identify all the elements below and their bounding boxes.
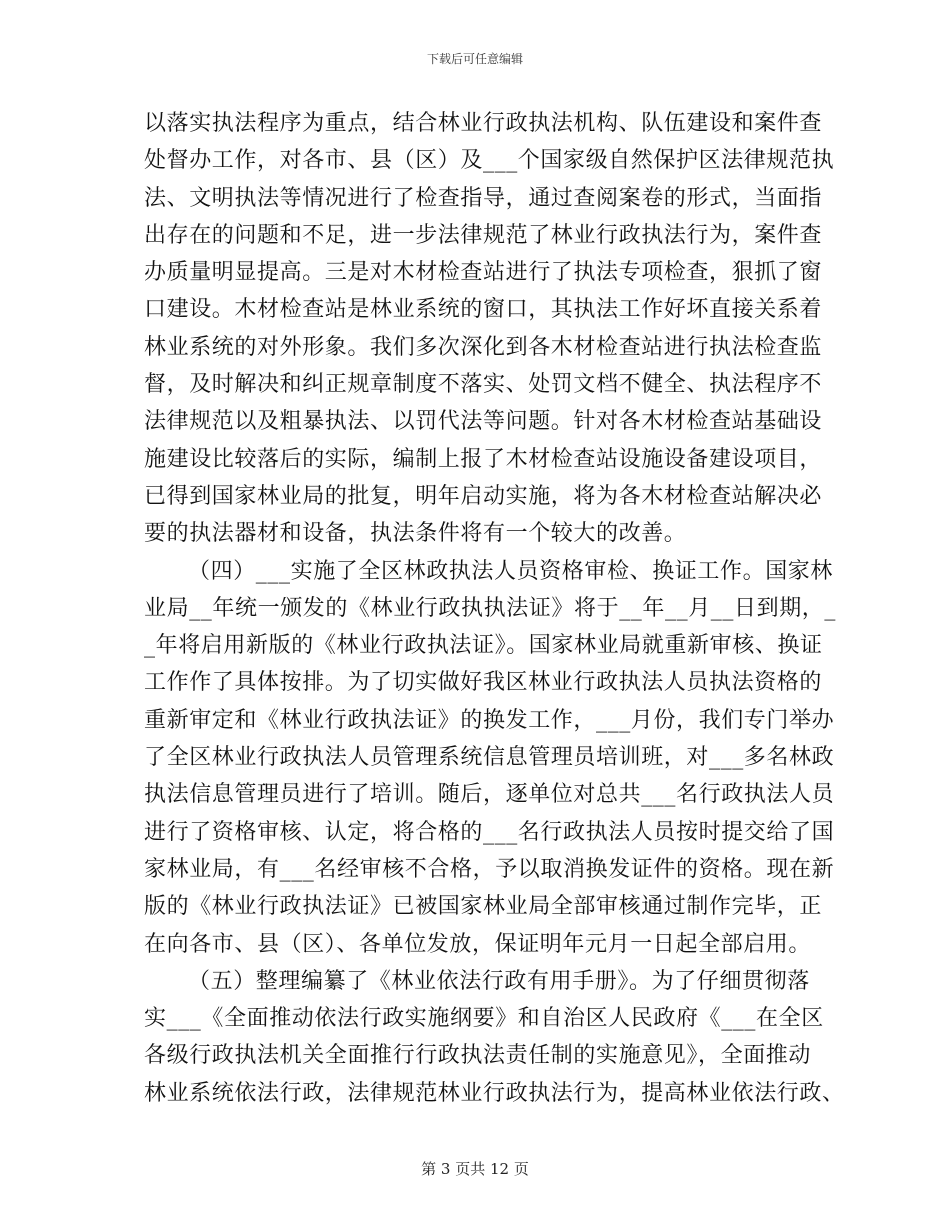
body-text <box>144 105 845 1112</box>
text-line: 了全区林业行政执法人员管理系统信息管理员培训班，对___多名林政 <box>144 745 835 771</box>
text-line: 版的《林业行政执法证》已被国家林业局全部审核通过制作完毕，正 <box>144 894 823 920</box>
text-line: 在向各市、县（区）、各单位发放，保证明年元月一日起全部启用。 <box>144 931 812 957</box>
text-line: 口建设。木材检查站是林业系统的窗口，其执法工作好坏直接关系着 <box>144 297 823 323</box>
text-line: _年将启用新版的《林业行政执法证》。国家林业局就重新审核、换证 <box>144 633 823 659</box>
text-line: 以落实执法程序为重点，结合林业行政执法机构、队伍建设和案件查 <box>144 111 823 136</box>
text-line: 办质量明显提高。三是对木材检查站进行了执法专项检查，狠抓了窗 <box>144 260 823 286</box>
text-line: 法、文明执法等情况进行了检查指导，通过查阅案卷的形式，当面指 <box>144 185 823 211</box>
text-line: 家林业局，有___名经审核不合格，予以取消换发证件的资格。现在新 <box>144 856 835 882</box>
page-header: 下载后可任意编辑 <box>426 52 523 66</box>
text-line: 要的执法器材和设备，执法条件将有一个较大的改善。 <box>144 521 687 547</box>
text-line: 林业系统依法行政，法律规范林业行政执法行为，提高林业依法行政、 <box>144 1080 845 1106</box>
text-line: 实___《全面推动依法行政实施纲要》和自治区人民政府《___在全区 <box>144 1006 824 1032</box>
text-line: 重新审定和《林业行政执法证》的换发工作，___月份，我们专门举办 <box>144 707 835 733</box>
text-line: 出存在的问题和不足，进一步法律规范了林业行政执法行为，案件查 <box>144 222 823 248</box>
text-line: 工作作了具体按排。为了切实做好我区林业行政执法人员执法资格的 <box>144 670 823 696</box>
text-line: 业局__年统一颁发的《林业行政执执法证》将于__年__月__日到期，_ <box>144 595 837 621</box>
text-line: 各级行政执法机关全面推行行政执法责任制的实施意见》，全面推动 <box>144 1043 812 1069</box>
text-line: 法律规范以及粗暴执法、以罚代法等问题。针对各木材检查站基础设 <box>144 409 823 435</box>
paragraph-heading-line: （五）整理编纂了《林业依法行政有用手册》。为了仔细贯彻落 <box>188 968 810 994</box>
text-line: 已得到国家林业局的批复，明年启动实施，将为各木材检查站解决必 <box>144 483 823 509</box>
text-line: 督，及时解决和纠正规章制度不落实、处罚文档不健全、执法程序不 <box>144 372 823 398</box>
text-line: 施建设比较落后的实际，编制上报了木材检查站设施设备建设项目， <box>144 446 823 472</box>
page-number-footer: 第 3 页共 12 页 <box>421 1160 529 1178</box>
text-line: 进行了资格审核、认定，将合格的___名行政执法人员按时提交给了国 <box>144 819 835 845</box>
paragraph-heading-line: （四）___实施了全区林政执法人员资格审检、换证工作。国家林 <box>188 558 834 584</box>
text-line: 执法信息管理员进行了培训。随后，逐单位对总共___名行政执法人员 <box>144 782 835 808</box>
text-line: 林业系统的对外形象。我们多次深化到各木材检查站进行执法检查监 <box>144 334 823 360</box>
text-line: 处督办工作，对各市、县（区）及___个国家级自然保护区法律规范执 <box>144 148 835 174</box>
